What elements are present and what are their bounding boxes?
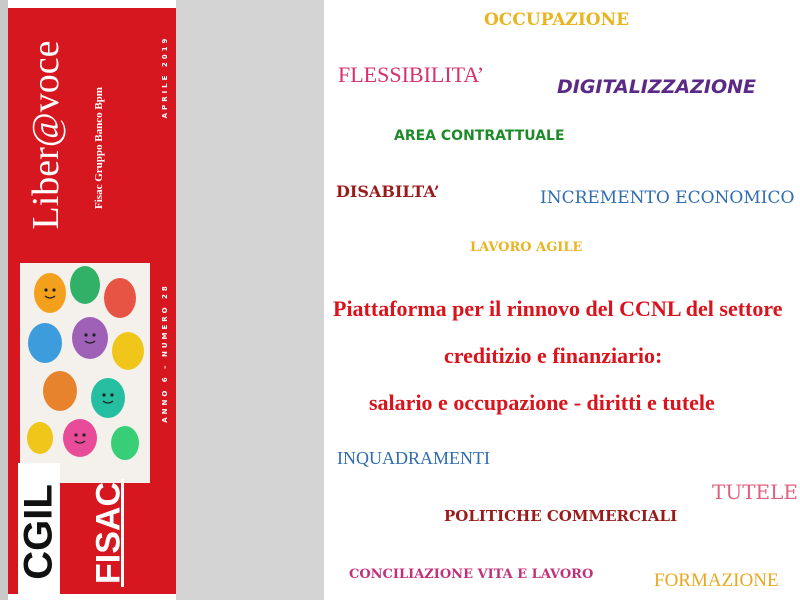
masthead-text: Liber@voce [25, 40, 67, 230]
keyword-occupazione: OCCUPAZIONE [484, 10, 630, 30]
cover-date [158, 22, 172, 132]
cover-side-panel [176, 0, 324, 600]
keyword-area-contrattuale: AREA CONTRATTUALE [394, 128, 565, 144]
cover-date-text: APRILE 2019 [161, 35, 169, 119]
keyword-politiche-commerciali: POLITICHE COMMERCIALI [444, 507, 678, 525]
cover-subtitle [90, 68, 108, 228]
keyword-conciliazione: CONCILIAZIONE VITA E LAVORO [349, 567, 594, 582]
keyword-tutele: TUTELE [712, 480, 799, 504]
fisac-logo [64, 473, 154, 593]
cgil-logo [18, 463, 60, 594]
painted-hands-illustration [20, 263, 150, 483]
keyword-flessibilita: FLESSIBILITA’ [338, 62, 485, 87]
keyword-disabilita: DISABILTA’ [336, 182, 440, 201]
keyword-inquadramenti: INQUADRAMENTI [337, 448, 490, 468]
painted-hands-photo [20, 263, 150, 483]
cover-subtitle-text: Fisac Gruppo Banco Bpm [93, 87, 105, 209]
headline-line-1: Piattaforma per il rinnovo del CCNL del settore [333, 296, 783, 321]
fisac-text: FISAC [89, 482, 128, 584]
headline-line-3: salario e occupazione - diritti e tutele [369, 390, 715, 415]
left-border [0, 0, 8, 600]
cover-issue [158, 258, 172, 448]
cgil-text: CGIL [16, 484, 61, 580]
keyword-digitalizzazione: DIGITALIZZAZIONE [557, 76, 757, 98]
headline-line-2: creditizio e finanziario: [444, 343, 663, 368]
cgil-fisac-logo [18, 463, 154, 594]
keyword-lavoro-agile: LAVORO AGILE [470, 240, 583, 255]
cover-issue-text: ANNO 6 – NUMERO 28 [161, 283, 169, 423]
keyword-incremento-economico: INCREMENTO ECONOMICO [540, 188, 795, 208]
masthead [24, 16, 68, 254]
magazine-cover [8, 8, 176, 594]
keyword-formazione: FORMAZIONE [654, 570, 779, 591]
